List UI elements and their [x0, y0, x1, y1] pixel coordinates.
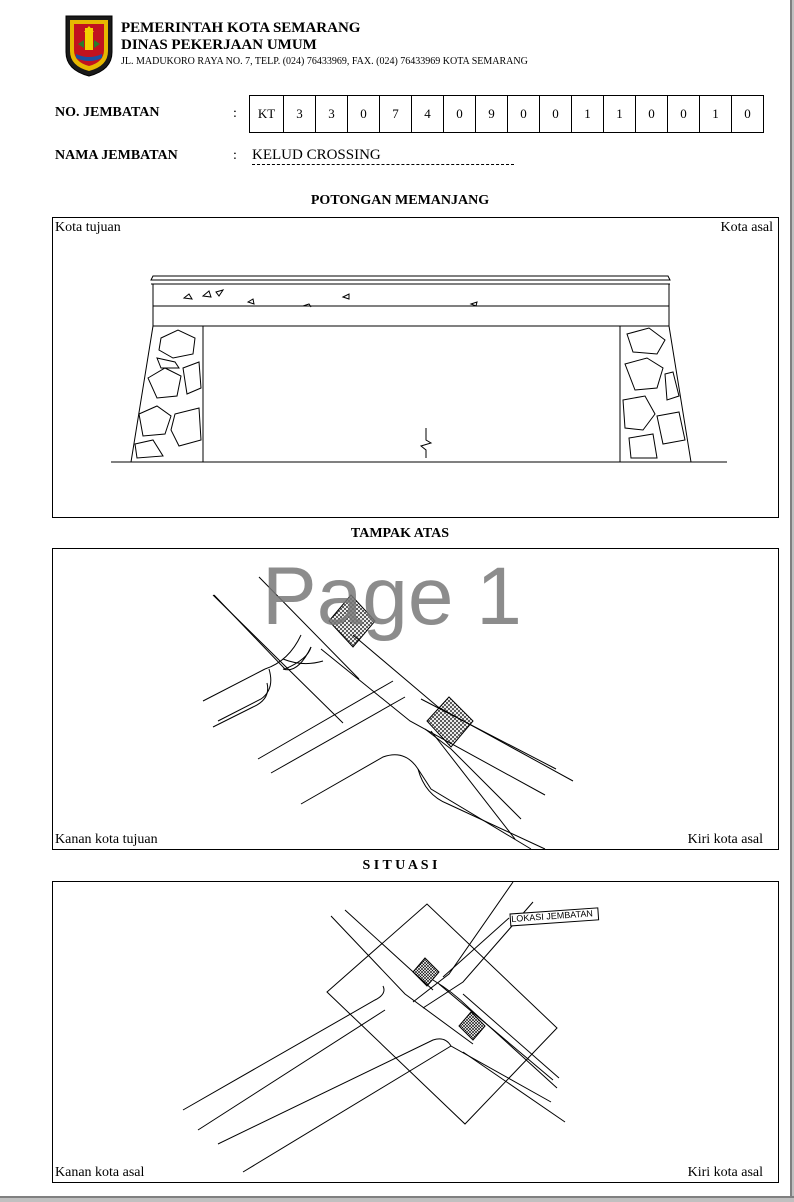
- situation-panel: [52, 881, 779, 1183]
- situation-drawing: [53, 882, 778, 1182]
- bridge-number-cell: 1: [604, 96, 636, 132]
- top-view-right-label: Kiri kota asal: [687, 832, 763, 847]
- bridge-number-cell: 1: [700, 96, 732, 132]
- bridge-number-cell: 0: [508, 96, 540, 132]
- bridge-number-cell: 0: [348, 96, 380, 132]
- bridge-name-value: KELUD CROSSING: [252, 146, 514, 165]
- long-section-drawing: [53, 218, 778, 517]
- header-address: JL. MADUKORO RAYA NO. 7, TELP. (024) 76433969, FAX. (024) 76433969 KOTA SEMARANG: [121, 56, 528, 67]
- header-agency-line1: PEMERINTAH KOTA SEMARANG: [121, 20, 361, 36]
- bridge-number-cell: 4: [412, 96, 444, 132]
- bridge-number-cell: KT: [250, 96, 284, 132]
- frame-bottom-edge-outer: [0, 1198, 794, 1202]
- bridge-number-cell: 0: [732, 96, 764, 132]
- bridge-number-cell: 0: [540, 96, 572, 132]
- bridge-number-cell: 1: [572, 96, 604, 132]
- bridge-number-colon: :: [233, 106, 237, 121]
- semarang-city-emblem-icon: [64, 14, 114, 78]
- bridge-number-cell: 0: [444, 96, 476, 132]
- long-section-left-label: Kota tujuan: [55, 220, 121, 235]
- long-section-panel: [52, 217, 779, 518]
- bridge-number-cell: 7: [380, 96, 412, 132]
- long-section-title: POTONGAN MEMANJANG: [310, 193, 490, 208]
- bridge-number-cell: 3: [316, 96, 348, 132]
- situation-title: S I T U A S I: [362, 858, 438, 873]
- bridge-number-label: NO. JEMBATAN: [55, 105, 160, 120]
- top-view-title: TAMPAK ATAS: [350, 526, 450, 541]
- header-agency-line2: DINAS PEKERJAAN UMUM: [121, 37, 317, 53]
- location-tag: LOKASI JEMBATAN: [511, 908, 594, 924]
- top-view-left-label: Kanan kota tujuan: [55, 832, 158, 847]
- bridge-number-cell: 3: [284, 96, 316, 132]
- bridge-number-cell: 0: [668, 96, 700, 132]
- situation-right-label: Kiri kota asal: [687, 1165, 763, 1180]
- long-section-right-label: Kota asal: [720, 220, 773, 235]
- bridge-name-label: NAMA JEMBATAN: [55, 148, 178, 163]
- bridge-name-colon: :: [233, 148, 237, 163]
- page-watermark: Page 1: [262, 551, 522, 642]
- bridge-number-grid: [249, 95, 764, 133]
- bridge-number-cell: 9: [476, 96, 508, 132]
- bridge-number-cell: 0: [636, 96, 668, 132]
- situation-left-label: Kanan kota asal: [55, 1165, 145, 1180]
